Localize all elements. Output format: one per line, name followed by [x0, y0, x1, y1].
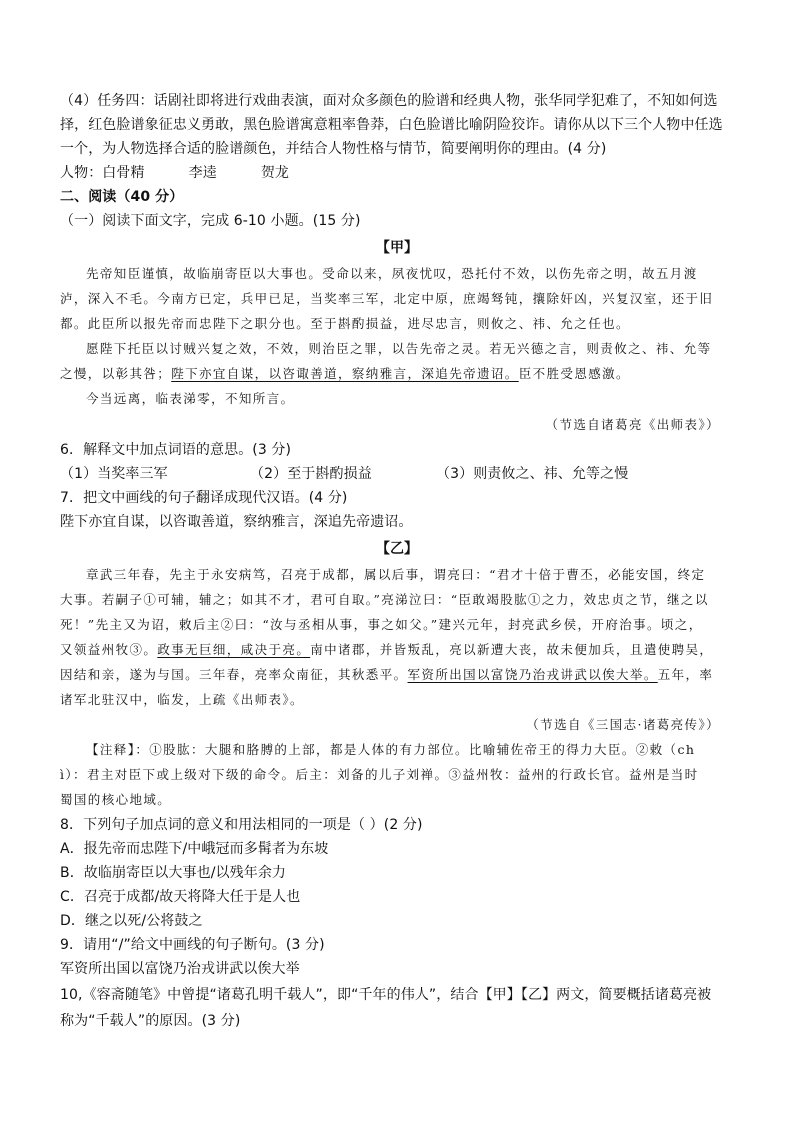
q9-sentence: 军资所出国以富饶乃治戎讲武以俟大举	[60, 961, 300, 977]
yi-line-5	[60, 663, 740, 687]
yi-note-line-3: 蜀国的核心地域。	[60, 792, 172, 807]
jia-p2-text-b: 臣不胜受恩感激。	[518, 366, 630, 381]
q6-items	[60, 462, 740, 486]
section-intro: （一）阅读下面文字，完成 6-10 小题。(15 分)	[60, 213, 361, 229]
yi-underlined-phrase: 政事无巨细，咸决于亮。	[157, 642, 311, 657]
people-options	[60, 161, 740, 185]
passage-yi-label: 【乙】	[375, 541, 419, 557]
section-heading: 二、阅读（40 分）	[60, 189, 184, 205]
yi-underlined-sentence: 军资所出国以富饶乃治戎讲武以俟大举。	[407, 667, 658, 682]
q6-stem: 6．解释文中加点词语的意思。(3 分)	[60, 442, 292, 458]
person-option-3: 贺龙	[260, 165, 290, 181]
jia-p2-line-2	[60, 362, 740, 386]
yi-l4-text-a: 又领益州牧③。	[60, 642, 158, 657]
q6-item-2: （2）至于斟酌损益	[250, 466, 372, 482]
yi-l4-text-b: 南中诸郡，并皆叛乱，亮以新遭大丧，故未便加兵，且遣使聘吴，	[310, 642, 714, 657]
jia-p3: 今当远离，临表涕零，不知所言。	[86, 391, 295, 406]
q8-option-a: A．报先帝而忠陛下/中峨冠而多髯者为东坡	[60, 841, 329, 857]
q10-line-1: 10,《容斋随笔》中曾提“诸葛孔明千载人”，即“千年的伟人”，结合【甲】【乙】两文，简要概括诸葛亮被	[60, 987, 712, 1003]
people-label: 人物：白骨精	[60, 165, 145, 181]
task4-line-3: 一个，为人物选择合适的脸谱颜色，并结合人物性格与情节，简要阐明你的理由。(4 分)	[60, 141, 607, 157]
jia-underlined-sentence: 陛下亦宜自谋，以咨诹善道，察纳雅言，深追先帝遗诏。	[171, 366, 519, 381]
q8-option-b: B．故临崩寄臣以大事也/以残年余力	[60, 865, 287, 881]
jia-p1-line-3: 都。此臣所以报先帝而忠陛下之职分也。至于斟酌损益，进尽忠言，则攸之、祎、允之任也。	[60, 316, 630, 331]
passage-jia-label: 【甲】	[375, 240, 419, 256]
q10-line-2: 称为“千载人”的原因。(3 分)	[60, 1013, 241, 1029]
yi-line-6: 诸军北驻汉中，临发，上疏《出师表》。	[60, 692, 304, 707]
q8-option-c: C．召亮于成都/故天将降大任于是人也	[60, 889, 301, 905]
q6-item-3: （3）则责攸之、祎、允等之慢	[436, 466, 629, 482]
yi-l5-text-a: 因结和亲，遂为与国。三年春，亮率众南征，其秋悉平。	[60, 667, 408, 682]
yi-l5-text-b: 五年，率	[657, 667, 714, 682]
jia-source: （节选自诸葛亮《出师表》）	[545, 417, 720, 432]
q6-item-1: （1）当奖率三军	[60, 466, 168, 482]
person-option-2: 李逵	[188, 165, 217, 181]
task4-line-2: 择，红色脸谱象征忠义勇敢，黑色脸谱寓意粗率鲁莽，白色脸谱比喻阴险狡诈。请你从以下三个人物中任选	[60, 117, 723, 133]
q9-stem: 9．请用“/”给文中画线的句子断句。(3 分)	[60, 937, 325, 953]
jia-p1-line-1: 先帝知臣谨慎，故临崩寄臣以大事也。受命以来，夙夜忧叹，恐托付不效，以伤先帝之明，故五月渡	[86, 266, 698, 281]
task4-line-1: （4）任务四：话剧社即将进行戏曲表演，面对众多颜色的脸谱和经典人物，张华同学犯难了，不知如何选	[60, 93, 718, 109]
jia-p2-text-a: 之慢，以彰其咎；	[60, 366, 172, 381]
q8-stem: 8．下列句子加点词的意义和用法相同的一项是（ ）(2 分)	[60, 817, 423, 833]
jia-p1-line-2: 泸，深入不毛。今南方已定，兵甲已足，当奖率三军，北定中原，庶竭驽钝，攘除奸凶，兴复汉室，还于旧	[60, 291, 714, 306]
q7-stem: 7．把文中画线的句子翻译成现代汉语。(4 分)	[60, 490, 348, 506]
yi-line-4	[60, 638, 740, 662]
yi-line-2: 大事。若嗣子①可辅，辅之；如其不才，君可自取。”亮涕泣曰：“臣敢竭股肱①之力，效忠贞之节，继之以	[60, 592, 709, 607]
yi-source: （节选自《三国志·诸葛亮传》）	[526, 717, 720, 732]
q7-sentence: 陛下亦宜自谋，以咨诹善道，察纳雅言，深追先帝遗诏。	[60, 514, 413, 530]
jia-p2-line-1: 愿陛下托臣以讨贼兴复之效，不效，则治臣之罪，以告先帝之灵。若无兴德之言，则责攸之、祎、允等	[86, 341, 712, 356]
yi-note-line-2: ì）：君主对臣下或上级对下级的命令。后主：刘备的儿子刘禅。③益州牧：益州的行政长官。益州是当时	[60, 767, 699, 782]
yi-note-line-1: 【注释】：①股肱：大腿和胳膊的上部，都是人体的有力部位。比喻辅佐帝王的得力大臣。②敕（ch	[86, 742, 696, 757]
q8-option-d: D．继之以死/公将鼓之	[60, 913, 203, 929]
yi-line-3: 死！”先主又为诏，敕后主②曰：“汝与丞相从事，事之如父。”建兴元年，封亮武乡侯，开府治事。顷之，	[60, 617, 703, 632]
yi-line-1: 章武三年春，先主于永安病笃，召亮于成都，属以后事，谓亮曰：“君才十倍于曹丕，必能安国，终定	[86, 567, 706, 582]
